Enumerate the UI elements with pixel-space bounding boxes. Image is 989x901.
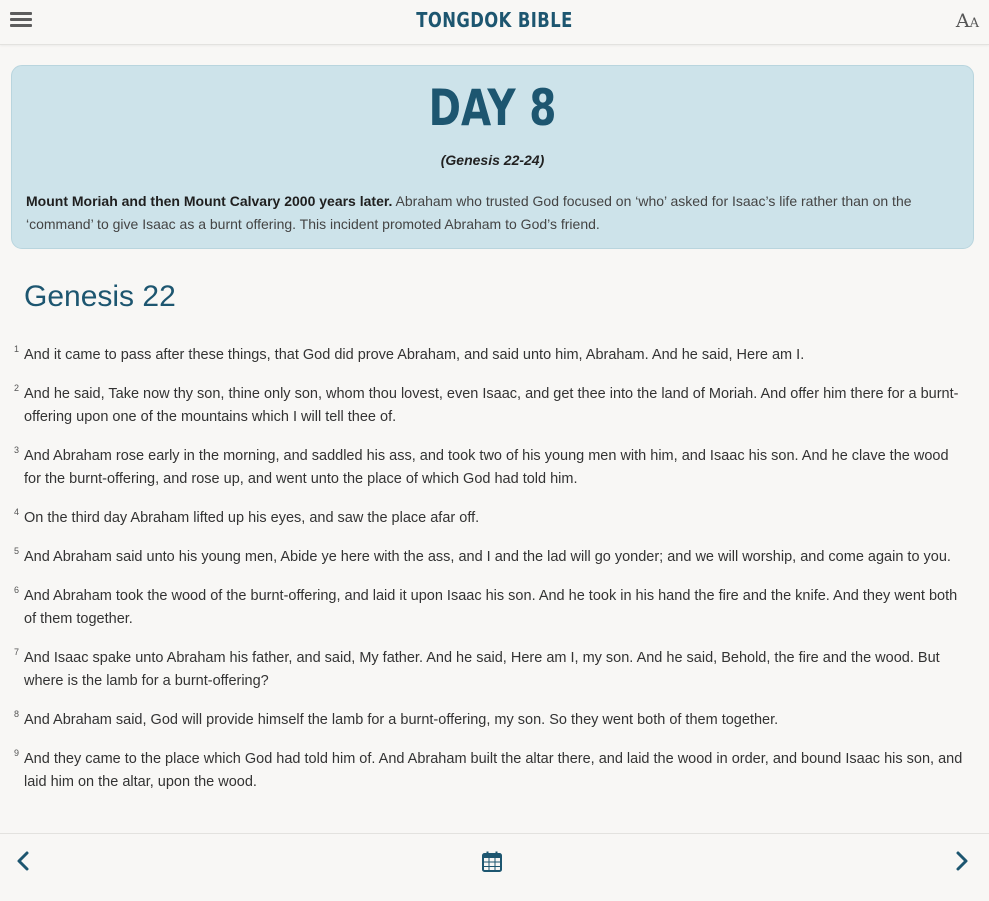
verse-text: And Abraham took the wood of the burnt-offering, and laid it upon Isaac his son. And he took in his hand the fire and the knife. And they went both of them together.: [24, 588, 958, 627]
font-size-small-glyph: A: [969, 16, 979, 31]
chevron-right-icon[interactable]: [951, 850, 971, 872]
verse-text: And Isaac spake unto Abraham his father, and said, My father. And he said, Here am I, my son. And he said, Behold, the fire and the wood. But where is the lamb for a burnt-offering?: [24, 650, 940, 689]
verse-text: And Abraham rose early in the morning, and saddled his ass, and took two of his young men with him, and Isaac his son. And he clave the wood for the burnt-offering, and rose up, and went unto the place of which God had told him.: [24, 448, 949, 487]
verse: [14, 507, 964, 530]
font-size-icon[interactable]: [956, 10, 979, 32]
verse: [14, 748, 964, 794]
verse: [14, 383, 964, 429]
verse-number: 5: [14, 546, 20, 556]
day-title: DAY 8: [428, 79, 557, 137]
day-summary-card: [11, 65, 974, 249]
verse: [14, 585, 964, 631]
verse-number: 4: [14, 507, 20, 517]
verse-text: And he said, Take now thy son, thine only son, whom thou lovest, even Isaac, and get thee into the land of Moriah. And offer him there for a burnt-offering upon one of the mountains which I will tell thee of.: [24, 386, 959, 425]
verse: [14, 445, 964, 491]
verse-text: And they came to the place which God had told him of. And Abraham built the altar there, and laid the wood in order, and bound Isaac his son, and laid him on the altar, upon the wood.: [24, 751, 963, 790]
verse-number: 6: [14, 585, 20, 595]
verse-number: 9: [14, 748, 20, 758]
chevron-left-icon[interactable]: [14, 850, 34, 872]
app-title: TONGDOK BIBLE: [416, 8, 573, 32]
calendar-icon[interactable]: [481, 850, 503, 874]
hamburger-menu-icon[interactable]: [10, 10, 32, 30]
verse: [14, 647, 964, 693]
verse-text: And Abraham said unto his young men, Abide ye here with the ass, and I and the lad will go yonder; and we will worship, and come again to you.: [24, 549, 951, 565]
verse: [14, 546, 964, 569]
verse-list: [14, 344, 964, 810]
verse: [14, 344, 964, 367]
verse-text: And it came to pass after these things, that God did prove Abraham, and said unto him, Abraham. And he said, Here am I.: [24, 347, 805, 363]
verse-number: 3: [14, 445, 20, 455]
verse-number: 7: [14, 647, 20, 657]
day-summary-text: Abraham who trusted God focused on ‘who’ asked for Isaac’s life rather than on the ‘command’ to give Isaac as a burnt offering. This incident promoted Abraham to God’s friend.: [26, 193, 912, 232]
font-size-large-glyph: A: [955, 10, 970, 32]
verse-number: 2: [14, 383, 20, 393]
bottom-nav-bar: [0, 833, 989, 901]
day-reference: (Genesis 22-24): [440, 152, 545, 168]
verse-text: On the third day Abraham lifted up his eyes, and saw the place afar off.: [24, 510, 480, 526]
verse: [14, 709, 964, 732]
verse-text: And Abraham said, God will provide himself the lamb for a burnt-offering, my son. So they went both of them together.: [24, 712, 779, 728]
verse-number: 1: [14, 344, 20, 354]
verse-number: 8: [14, 709, 20, 719]
day-summary-headline: Mount Moriah and then Mount Calvary 2000 years later.: [26, 193, 393, 209]
top-app-bar: [0, 0, 989, 45]
chapter-title: Genesis 22: [24, 280, 176, 313]
day-summary: [26, 190, 961, 236]
